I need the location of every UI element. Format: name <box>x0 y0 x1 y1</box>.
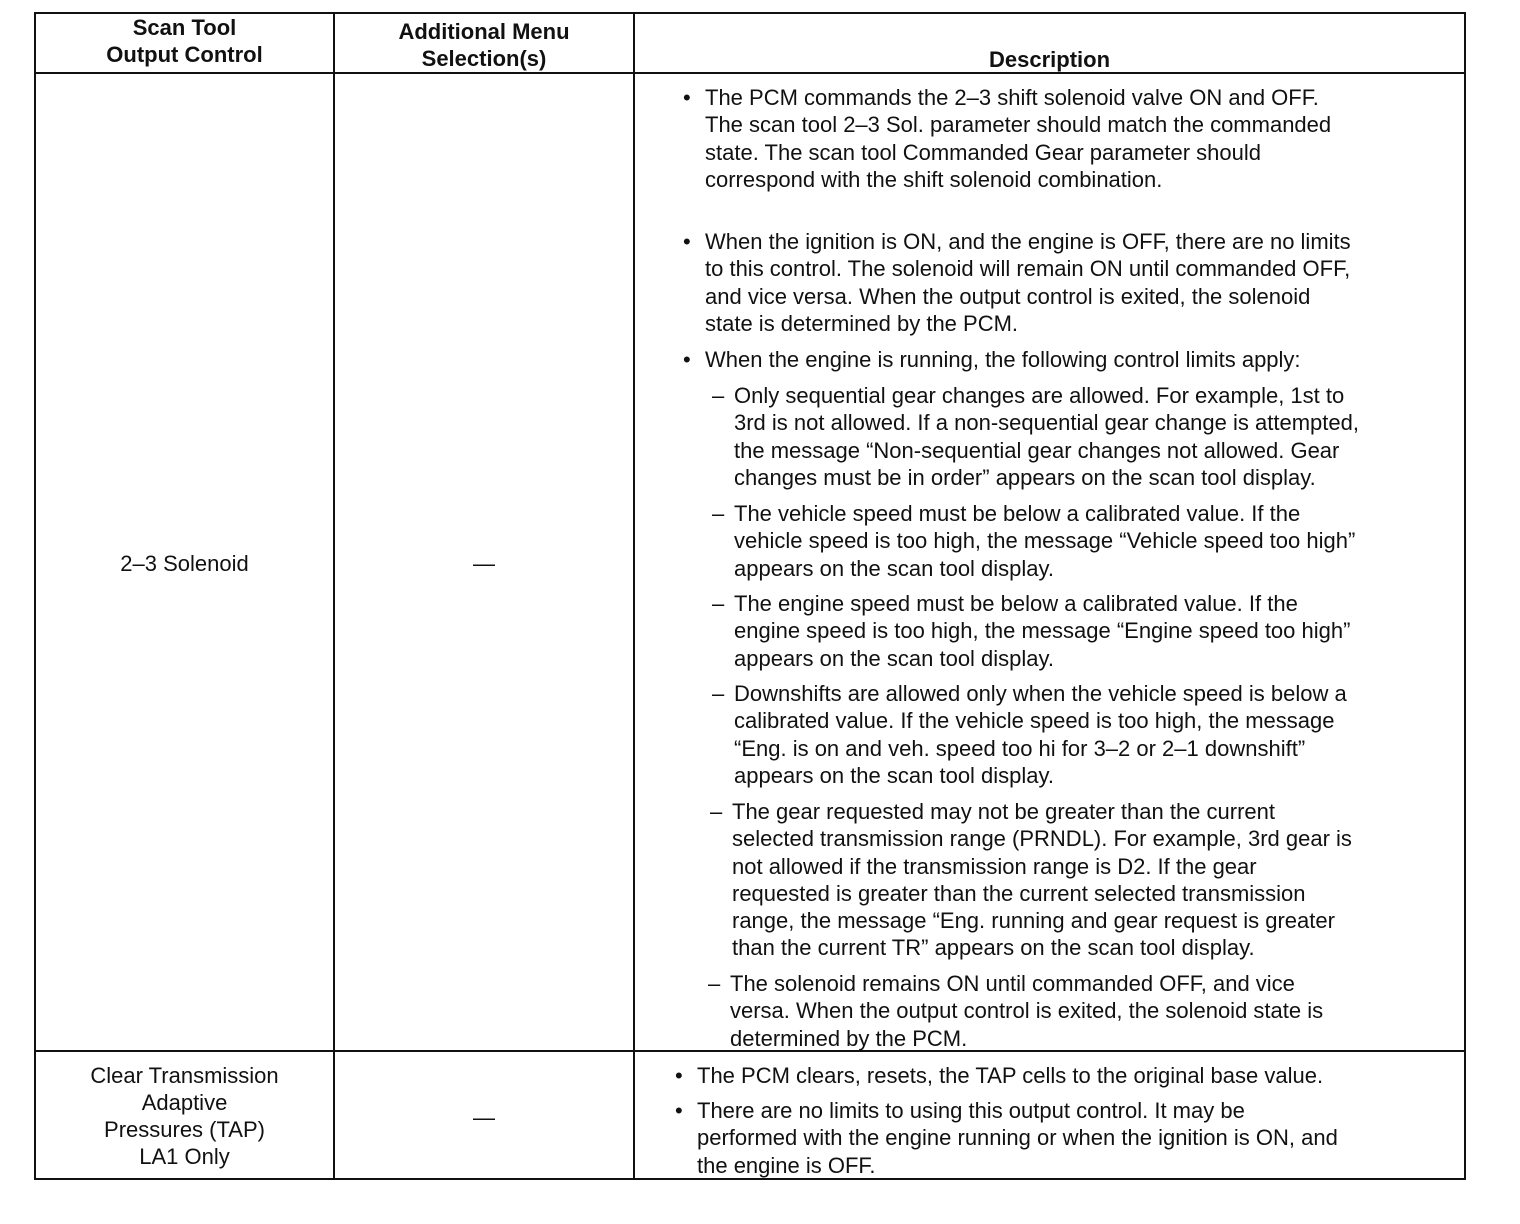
bullet-icon: • <box>675 1098 683 1123</box>
cell-line: LA1 Only <box>139 1144 230 1169</box>
sub-item-paragraph <box>712 382 1359 491</box>
text-line: When the ignition is ON, and the engine is OFF, there are no limits <box>705 229 1351 254</box>
dash-icon: – <box>712 681 725 706</box>
text-line: state. The scan tool Commanded Gear parameter should <box>705 139 1262 165</box>
text-line: performed with the engine running or when the ignition is ON, and <box>697 1125 1338 1151</box>
header-menu-selection <box>335 18 633 72</box>
text-line: correspond with the shift solenoid combination. <box>705 166 1163 192</box>
text-line: determined by the PCM. <box>730 1025 968 1051</box>
text-line: The solenoid remains ON until commanded OFF, and vice <box>730 971 1295 996</box>
text-line: requested is greater than the current selected transmission <box>732 880 1306 906</box>
bullet-icon: • <box>675 1063 683 1088</box>
text-line: 3rd is not allowed. If a non-sequential gear change is attempted, <box>734 410 1359 436</box>
text-line: selected transmission range (PRNDL). For example, 3rd gear is <box>732 826 1352 852</box>
header-description: Description <box>988 47 1111 72</box>
sub-item-paragraph <box>712 590 1351 672</box>
text-line: The engine speed must be below a calibrated value. If the <box>734 591 1298 616</box>
text-line: changes must be in order” appears on the scan tool display. <box>734 464 1316 490</box>
bullet-paragraph <box>683 84 1332 193</box>
cell-line: Pressures (TAP) <box>104 1117 265 1142</box>
dash-icon: – <box>712 501 725 526</box>
cell-line: Adaptive <box>141 1090 228 1115</box>
text-line: “Eng. is on and veh. speed too hi for 3–2 or 2–1 downshift” <box>734 735 1306 761</box>
text-line: not allowed if the transmission range is D2. If the gear <box>732 853 1257 879</box>
bullet-icon: • <box>683 229 691 254</box>
bullet-icon: • <box>683 85 691 110</box>
text-line: than the current TR” appears on the scan tool display. <box>732 935 1255 961</box>
text-line: the engine is OFF. <box>697 1152 876 1178</box>
dash-icon: – <box>712 591 725 616</box>
text-line: The PCM commands the 2–3 shift solenoid valve ON and OFF. <box>705 85 1319 110</box>
bullet-icon: • <box>683 347 691 372</box>
text-line: When the engine is running, the following control limits apply: <box>705 347 1301 372</box>
text-line: to this control. The solenoid will remain ON until commanded OFF, <box>705 256 1351 282</box>
sub-item-paragraph <box>712 500 1356 582</box>
bullet-paragraph <box>683 228 1351 337</box>
row1-output-control: 2–3 Solenoid <box>120 551 249 576</box>
header-line: Additional Menu <box>398 19 570 44</box>
dash-icon: – <box>712 383 725 408</box>
row2-menu-selection: — <box>473 1105 495 1130</box>
header-line: Selection(s) <box>421 46 547 71</box>
text-line: appears on the scan tool display. <box>734 762 1055 788</box>
text-line: calibrated value. If the vehicle speed is too high, the message <box>734 708 1335 734</box>
bullet-paragraph <box>675 1062 1324 1089</box>
header-output-control <box>36 14 333 68</box>
text-line: versa. When the output control is exited, the solenoid state is <box>730 998 1324 1024</box>
text-line: Only sequential gear changes are allowed. For example, 1st to <box>734 383 1345 408</box>
column-divider <box>633 14 635 1178</box>
bullet-paragraph <box>683 346 1301 373</box>
text-line: The scan tool 2–3 Sol. parameter should match the commanded <box>705 112 1332 138</box>
text-line: The gear requested may not be greater than the current <box>732 799 1275 824</box>
text-line: range, the message “Eng. running and gear request is greater <box>732 908 1335 934</box>
cell-line: Clear Transmission <box>90 1063 279 1088</box>
text-line: Downshifts are allowed only when the vehicle speed is below a <box>734 681 1347 706</box>
text-line: There are no limits to using this output control. It may be <box>697 1098 1245 1123</box>
header-line: Output Control <box>106 42 263 67</box>
text-line: appears on the scan tool display. <box>734 555 1055 581</box>
column-divider <box>333 14 335 1178</box>
text-line: appears on the scan tool display. <box>734 645 1055 671</box>
header-line: Scan Tool <box>132 15 237 40</box>
text-line: The PCM clears, resets, the TAP cells to the original base value. <box>697 1063 1324 1088</box>
text-line: The vehicle speed must be below a calibrated value. If the <box>734 501 1301 526</box>
dash-icon: – <box>708 971 721 996</box>
text-line: vehicle speed is too high, the message “Vehicle speed too high” <box>734 528 1356 554</box>
sub-item-paragraph <box>710 798 1352 962</box>
dash-icon: – <box>710 799 723 824</box>
text-line: the message “Non-sequential gear changes not allowed. Gear <box>734 437 1340 463</box>
row2-output-control <box>36 1062 333 1170</box>
bullet-paragraph <box>675 1097 1338 1179</box>
text-line: state is determined by the PCM. <box>705 310 1019 336</box>
text-line: and vice versa. When the output control is exited, the solenoid <box>705 283 1311 309</box>
sub-item-paragraph <box>712 680 1347 789</box>
row1-menu-selection: — <box>473 551 495 576</box>
sub-item-paragraph <box>708 970 1324 1052</box>
text-line: engine speed is too high, the message “Engine speed too high” <box>734 618 1351 644</box>
